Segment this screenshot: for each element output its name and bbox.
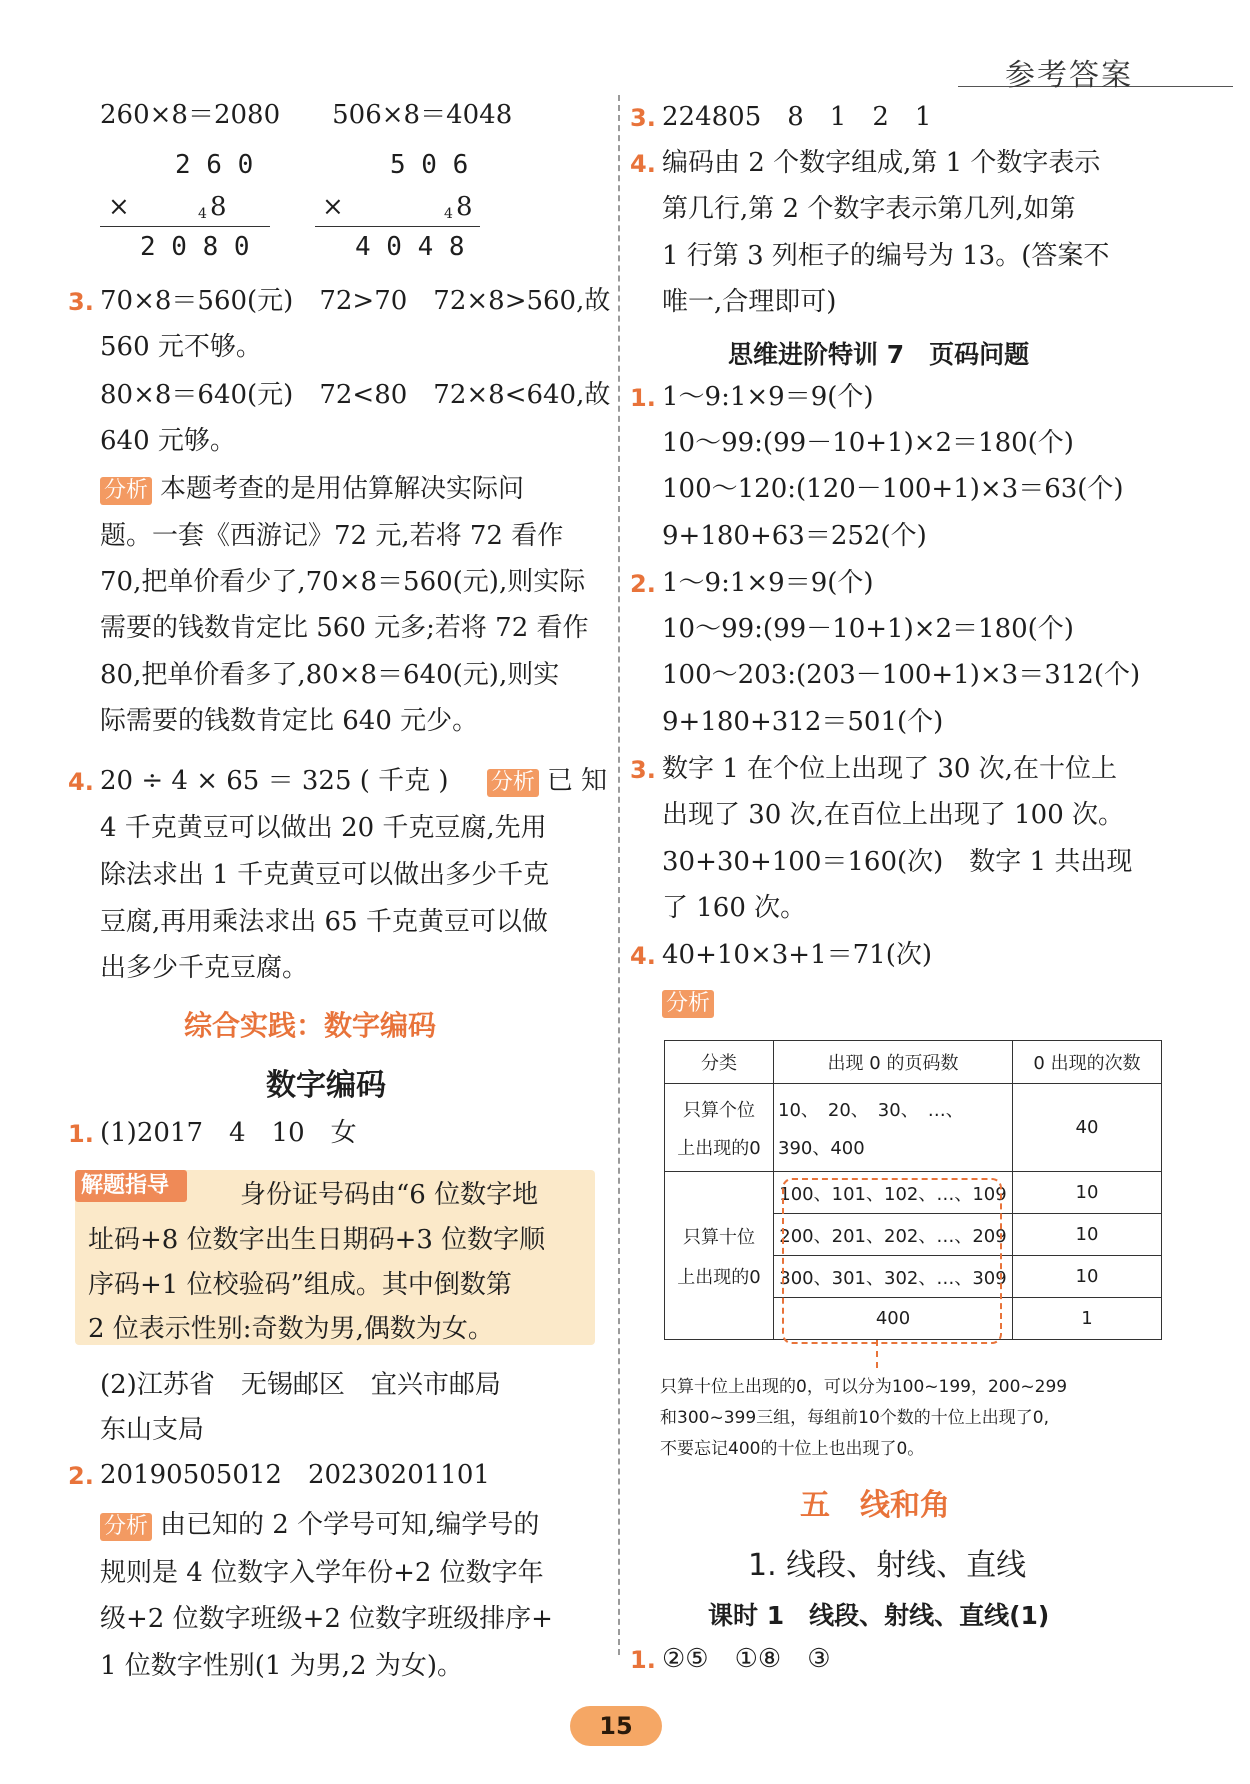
vmul1-times: × <box>108 192 130 222</box>
l1-line-1: ②⑤ ①⑧ ③ <box>662 1644 831 1674</box>
p2-number: 2. <box>630 570 656 598</box>
q4-line-1b: 已 知 <box>546 766 608 796</box>
analysis-2-line-3: 级+2 位数字班级+2 位数字班级排序+ <box>100 1604 553 1634</box>
q4-line-5: 出多少千克豆腐。 <box>100 953 309 983</box>
highlight-dashed-box <box>782 1178 1002 1344</box>
p2-line-3: 100～203:(203－100+1)×3＝312(个) <box>662 660 1141 690</box>
vmul1-result: 2 0 8 0 <box>140 232 250 262</box>
highlight-connector <box>876 1340 878 1368</box>
r-q4-line-2: 第几行,第 2 个数字表示第几列,如第 <box>662 194 1076 224</box>
analysis-2-line-1: 由已知的 2 个学号可知,编学号的 <box>160 1510 540 1540</box>
table-header-cell: 分类 <box>665 1041 774 1084</box>
sub-title: 数字编码 <box>266 1068 386 1103</box>
table-cell: 300、301、302、…、309 <box>774 1256 1013 1298</box>
table-cell: 只算个位 上出现的0 <box>665 1084 774 1172</box>
table-cell: 10 <box>1013 1172 1162 1214</box>
q3-line-1: 70×8＝560(元) 72>70 72×8>560,故 <box>100 286 611 316</box>
guide-line-3: 序码+1 位校验码”组成。其中倒数第 <box>88 1270 512 1300</box>
p3-line-4: 了 160 次。 <box>662 893 807 923</box>
q4-number: 4. <box>68 768 94 796</box>
page-number: 15 <box>570 1706 662 1746</box>
p4-analysis <box>662 990 722 1018</box>
vmul2-times: × <box>322 192 344 222</box>
analysis-badge: 分析 <box>662 990 714 1018</box>
table-header-cell: 出现 0 的页码数 <box>774 1041 1013 1084</box>
table-header-row <box>665 1041 1162 1084</box>
section-title: 综合实践：数字编码 <box>184 1009 437 1042</box>
mult-line: 260×8＝2080 506×8＝4048 <box>100 100 513 130</box>
q3-line-3: 80×8＝640(元) 72<80 72×8<640,故 <box>100 380 611 410</box>
q4-line-4: 豆腐,再用乘法求出 65 千克黄豆可以做 <box>100 907 548 937</box>
table-note-line-2: 和300~399三组，每组前10个数的十位上出现了0, <box>660 1408 1049 1428</box>
r-q4-number: 4. <box>630 150 656 178</box>
vmul2-carry: 4 <box>444 206 453 222</box>
lesson-title: 1. 线段、射线、直线 <box>748 1548 1027 1583</box>
q3-line-4: 640 元够。 <box>100 426 236 456</box>
q1-line-3: 东山支局 <box>100 1415 205 1445</box>
q4-line-2: 4 千克黄豆可以做出 20 千克豆腐,先用 <box>100 813 547 843</box>
analysis-3-line-3: 70,把单价看少了,70×8＝560(元),则实际 <box>100 567 586 597</box>
p1-line-4: 9+180+63＝252(个) <box>662 521 927 551</box>
table-cell: 40 <box>1013 1084 1162 1172</box>
analysis-2-line-2: 规则是 4 位数字入学年份+2 位数字年 <box>100 1558 544 1588</box>
vmul2-result: 4 0 4 8 <box>355 232 465 262</box>
l1-number: 1. <box>630 1646 656 1674</box>
p3-line-2: 出现了 30 次,在百位上出现了 100 次。 <box>662 800 1125 830</box>
p1-number: 1. <box>630 384 656 412</box>
q4-line-3: 除法求出 1 千克黄豆可以做出多少千克 <box>100 860 550 890</box>
guide-line-4: 2 位表示性别:奇数为男,偶数为女。 <box>88 1314 494 1344</box>
r-q4-line-1: 编码由 2 个数字组成,第 1 个数字表示 <box>662 148 1101 178</box>
table-cell: 400 <box>774 1298 1013 1340</box>
table-note-line-3: 不要忘记400的十位上也出现了0。 <box>660 1439 925 1459</box>
analysis-2-line-4: 1 位数字性别(1 为男,2 为女)。 <box>100 1651 463 1681</box>
r-q3-line-1: 224805 8 1 2 1 <box>662 102 932 132</box>
vmul1-carry: 4 <box>198 206 207 222</box>
q1-number: 1. <box>68 1120 94 1148</box>
unit-title: 五 线和角 <box>800 1488 950 1523</box>
column-divider <box>618 95 620 1655</box>
p3-number: 3. <box>630 756 656 784</box>
guide-line-2: 址码+8 位数字出生日期码+3 位数字顺 <box>88 1225 546 1255</box>
table-cell: 10 <box>1013 1214 1162 1256</box>
table-cell: 10 <box>1013 1256 1162 1298</box>
p3-line-3: 30+30+100＝160(次) 数字 1 共出现 <box>662 847 1133 877</box>
analysis-3 <box>100 474 524 505</box>
table-cell: 1 <box>1013 1298 1162 1340</box>
table-cell: 只算十位 上出现的0 <box>665 1172 774 1340</box>
vmul2-bottom: 8 <box>456 192 473 222</box>
p3-line-1: 数字 1 在个位上出现了 30 次,在十位上 <box>662 754 1117 784</box>
q1-line-1: (1)2017 4 10 女 <box>100 1118 357 1148</box>
table-cell: 100、101、102、…、109 <box>774 1172 1013 1214</box>
analysis-3-line-6: 际需要的钱数肯定比 640 元少。 <box>100 706 479 736</box>
analysis-3-line-5: 80,把单价看多了,80×8＝640(元),则实 <box>100 660 560 690</box>
table-note-line-1: 只算十位上出现的0，可以分为100~199，200~299 <box>660 1377 1068 1397</box>
vmul2-rule <box>315 226 480 227</box>
analysis-badge: 分析 <box>100 1513 152 1541</box>
q1-line-2: (2)江苏省 无锡邮区 宜兴市邮局 <box>100 1370 501 1400</box>
analysis-2 <box>100 1510 539 1541</box>
table-cell: 200、201、202、…、209 <box>774 1214 1013 1256</box>
q3-number: 3. <box>68 288 94 316</box>
q3-line-2: 560 元不够。 <box>100 332 262 362</box>
table-header-cell: 0 出现的次数 <box>1013 1041 1162 1084</box>
training-title: 思维进阶特训 7 页码问题 <box>728 340 1030 369</box>
table-cell: 10、 20、 30、 …、 390、400 <box>774 1084 1013 1172</box>
p1-line-3: 100～120:(120－100+1)×3＝63(个) <box>662 474 1124 504</box>
p1-line-1: 1～9:1×9＝9(个) <box>662 382 874 412</box>
class-title: 课时 1 线段、射线、直线(1) <box>708 1601 1050 1630</box>
vmul1-bottom: 8 <box>210 192 227 222</box>
vmul1-top: 2 6 0 <box>175 150 254 180</box>
p4-number: 4. <box>630 942 656 970</box>
table-row <box>665 1084 1162 1172</box>
p2-line-2: 10～99:(99－10+1)×2＝180(个) <box>662 614 1074 644</box>
q2-number: 2. <box>68 1462 94 1490</box>
r-q3-number: 3. <box>630 104 656 132</box>
guide-badge: 解题指导 <box>75 1170 187 1202</box>
header-title: 参考答案 <box>1005 58 1133 93</box>
p1-line-2: 10～99:(99－10+1)×2＝180(个) <box>662 428 1074 458</box>
p4-line-1: 40+10×3+1＝71(次) <box>662 940 932 970</box>
p2-line-4: 9+180+312＝501(个) <box>662 707 944 737</box>
q4-line-1 <box>100 766 607 797</box>
guide-line-1: 身份证号码由“6 位数字地 <box>240 1180 539 1210</box>
r-q4-line-4: 唯一,合理即可) <box>662 287 837 317</box>
vmul1-rule <box>100 226 270 227</box>
analysis-badge: 分析 <box>100 477 152 505</box>
vmul2-top: 5 0 6 <box>390 150 469 180</box>
r-q4-line-3: 1 行第 3 列柜子的编号为 13。(答案不 <box>662 241 1110 271</box>
analysis-3-line-1: 本题考查的是用估算解决实际问 <box>160 474 525 504</box>
analysis-badge: 分析 <box>487 769 539 797</box>
q4-answer: 20 ÷ 4 × 65 ＝ 325 ( 千克 ) <box>100 766 449 796</box>
q2-line-1: 20190505012 20230201101 <box>100 1460 490 1490</box>
analysis-3-line-2: 题。一套《西游记》72 元,若将 72 看作 <box>100 521 564 551</box>
analysis-3-line-4: 需要的钱数肯定比 560 元多;若将 72 看作 <box>100 613 589 643</box>
p2-line-1: 1～9:1×9＝9(个) <box>662 568 874 598</box>
